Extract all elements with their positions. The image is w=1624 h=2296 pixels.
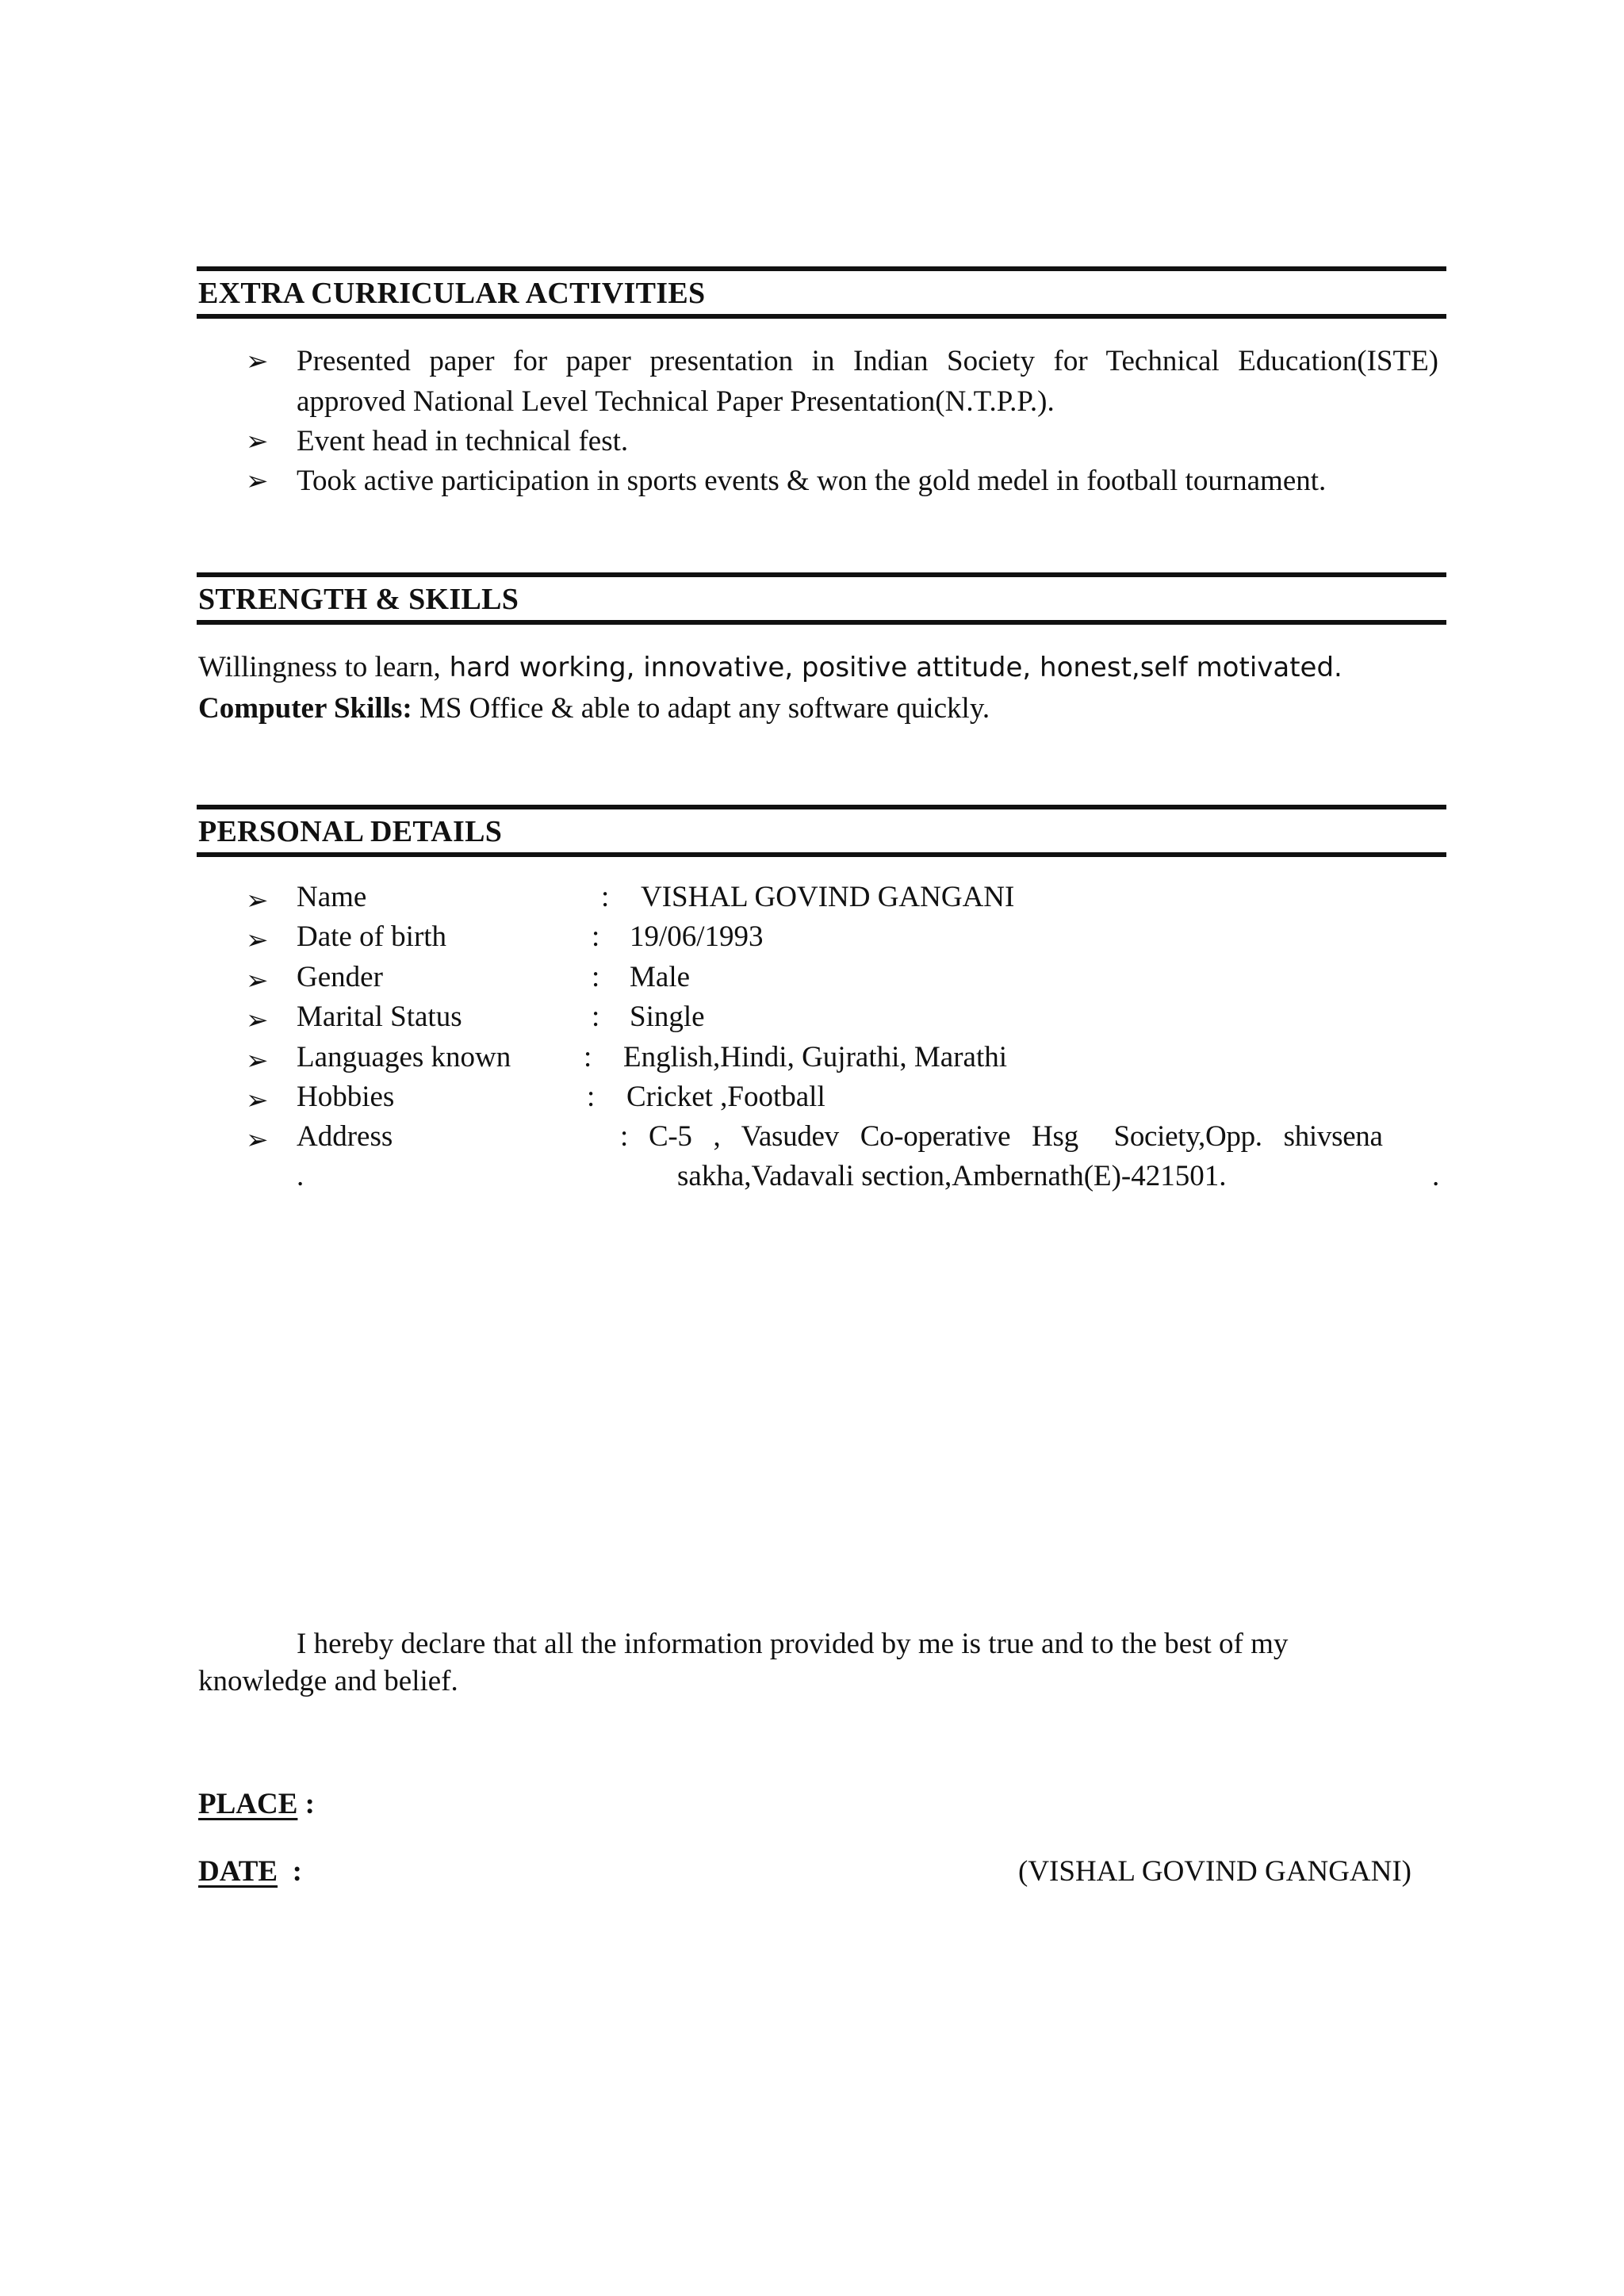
arrow-bullet-icon: ➢ <box>246 426 269 457</box>
list-item-text: Presented paper for paper presentation in Indian Society for Technical Education(ISTE) <box>297 345 1438 377</box>
detail-label: Languages known <box>297 1041 511 1073</box>
arrow-bullet-icon: ➢ <box>246 1045 269 1077</box>
arrow-bullet-icon: ➢ <box>246 885 269 916</box>
extra-curricular-heading-bar <box>197 266 1446 319</box>
list-item-text: approved National Level Technical Paper Presentation(N.T.P.P.). <box>297 385 1055 418</box>
computer-skills-value: MS Office & able to adapt any software quickly. <box>412 692 990 725</box>
detail-colon: : <box>592 961 600 993</box>
extra-curricular-heading: EXTRA CURRICULAR ACTIVITIES <box>198 277 706 310</box>
personal-detail-row-dob <box>246 920 1451 959</box>
list-item-text: Took active participation in sports events & won the gold medel in football tournament. <box>297 465 1327 497</box>
detail-label: Date of birth <box>297 920 447 953</box>
detail-value: English,Hindi, Gujrathi, Marathi <box>623 1041 1008 1073</box>
arrow-bullet-icon: ➢ <box>246 924 269 956</box>
personal-detail-row-address <box>246 1119 1451 1159</box>
personal-detail-row-languages <box>246 1040 1451 1080</box>
personal-detail-row-gender <box>246 960 1451 1000</box>
strength-skills-heading-bar <box>197 572 1446 625</box>
personal-detail-row-hobbies <box>246 1080 1451 1119</box>
personal-detail-row-name <box>246 880 1451 920</box>
detail-colon: : <box>592 920 600 953</box>
detail-colon: : <box>584 1041 592 1073</box>
address-line-2: sakha,Vadavali section,Ambernath(E)-421501. <box>677 1160 1227 1192</box>
computer-skills-line <box>198 691 990 725</box>
date-colon: : <box>278 1855 302 1888</box>
place-line <box>198 1787 315 1821</box>
detail-colon: : <box>592 1001 600 1033</box>
detail-label: Address <box>297 1120 393 1153</box>
detail-label: Marital Status <box>297 1001 462 1033</box>
detail-label: Gender <box>297 961 383 993</box>
list-item <box>246 341 1443 422</box>
willingness-line <box>198 650 1342 684</box>
detail-label: Hobbies <box>297 1081 395 1113</box>
willingness-text: Willingness to learn, <box>198 651 441 683</box>
personal-detail-row-marital-status <box>246 1000 1451 1039</box>
detail-value: VISHAL GOVIND GANGANI <box>641 881 1015 913</box>
date-label: DATE <box>198 1855 278 1888</box>
detail-value: Single <box>630 1001 705 1033</box>
detail-value: Male <box>630 961 691 993</box>
arrow-bullet-icon: ➢ <box>246 1004 269 1036</box>
arrow-bullet-icon: ➢ <box>246 965 269 997</box>
detail-value: 19/06/1993 <box>630 920 764 953</box>
declaration-line-2: knowledge and belief. <box>198 1665 458 1697</box>
detail-value: Cricket ,Football <box>626 1081 825 1113</box>
date-line <box>198 1854 302 1888</box>
detail-colon: : <box>620 1120 629 1153</box>
place-label: PLACE <box>198 1788 298 1820</box>
arrow-bullet-icon: ➢ <box>246 1085 269 1116</box>
place-colon: : <box>297 1788 315 1820</box>
arrow-bullet-icon: ➢ <box>246 1124 269 1156</box>
list-item <box>246 421 1443 461</box>
computer-skills-label: Computer Skills: <box>198 692 412 725</box>
address-continuation-row <box>246 1159 1451 1199</box>
detail-value: C-5 , Vasudev Co-operative Hsg Society,Opp. shivsena <box>649 1120 1383 1153</box>
qualities-text: hard working, innovative, positive attitude, honest,self motivated. <box>440 652 1342 683</box>
address-dot-right: . <box>1432 1160 1440 1192</box>
address-dot-left: . <box>297 1160 304 1192</box>
arrow-bullet-icon: ➢ <box>246 465 269 497</box>
list-item-text: Event head in technical fest. <box>297 425 629 457</box>
detail-colon: : <box>601 881 610 913</box>
arrow-bullet-icon: ➢ <box>246 346 269 377</box>
signature-name: (VISHAL GOVIND GANGANI) <box>1018 1855 1411 1888</box>
declaration-line-1: I hereby declare that all the information provided by me is true and to the best of my <box>297 1628 1289 1660</box>
list-item <box>246 461 1443 501</box>
detail-colon: : <box>587 1081 596 1113</box>
personal-details-heading-bar <box>197 805 1446 857</box>
strength-skills-heading: STRENGTH & SKILLS <box>198 583 519 616</box>
detail-label: Name <box>297 881 367 913</box>
personal-details-heading: PERSONAL DETAILS <box>198 815 503 848</box>
